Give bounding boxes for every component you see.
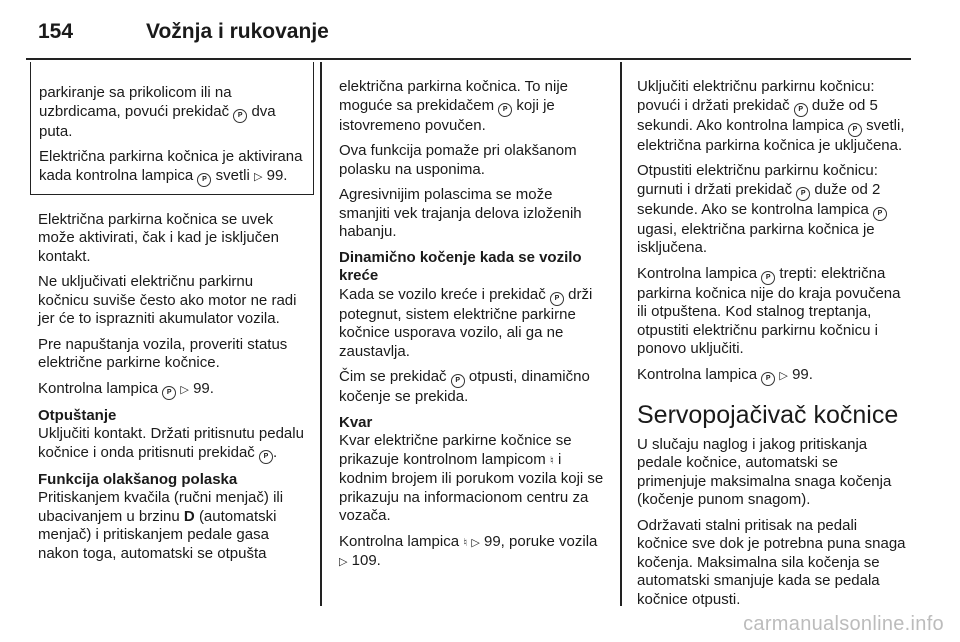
parking-brake-icon: P xyxy=(848,123,862,137)
section-heading: Otpuštanje xyxy=(38,406,117,424)
paragraph: Kontrolna lampica P trepti: električna parkirna kočnica nije do kraja povučena ili otpuštena. Kod stalnog treptanja, otpustiti električnu parkirnu kočnicu i ponovo uključiti. xyxy=(637,264,901,357)
paragraph: Kontrolna lampica P ▷ 99. xyxy=(38,380,306,400)
paragraph: Čim se prekidač P otpusti, dinamično kočenje se prekida. xyxy=(339,368,590,405)
paragraph: Pritiskanjem kvačila (ručni menjač) ili ubacivanjem u brzinu D (automatski menjač) i pritiskanjem pedale gasa nakon toga, automatski se otpušta xyxy=(38,489,284,562)
column-divider xyxy=(620,62,622,606)
paragraph: Ne uključivati električnu parkirnu kočnicu suviše često ako motor ne radi jer će to isprazniti akumulator vozila. xyxy=(38,273,297,327)
note-box xyxy=(30,62,314,195)
page-number: 154 xyxy=(38,20,74,43)
paragraph: Električna parkirna kočnica je aktivirana kada kontrolna lampica P svetli ▷ 99. xyxy=(39,148,305,187)
paragraph: Električna parkirna kočnica se uvek može aktivirati, čak i kad je isključen kontakt. xyxy=(38,210,279,265)
paragraph: Održavati stalni pritisak na pedali kočnice sve dok je potrebna puna snaga kočenja. Maksimalna sila kočenja se automatski smanjuje kada se pedala kočnice otpusti. xyxy=(637,516,906,608)
parking-brake-icon: P xyxy=(794,103,808,117)
paragraph: Uključiti kontakt. Držati pritisnutu pedalu kočnice i onda pritisnuti prekidač P . xyxy=(38,425,306,464)
paragraph: Otpustiti električnu parkirnu kočnicu: gurnuti i držati prekidač P duže od 2 sekunde. Ako se kontrolna lampica P ugasi, električna parkirna kočnica je isključena. xyxy=(637,162,909,258)
parking-brake-icon: P xyxy=(162,386,176,400)
parking-brake-icon: P xyxy=(259,450,273,464)
column-1 xyxy=(38,62,306,570)
parking-brake-icon: P xyxy=(451,374,465,388)
paragraph: parkiranje sa prikolicom ili na uzbrdicama, povući prekidač P dva puta. xyxy=(39,84,276,140)
column-divider xyxy=(320,62,322,606)
paragraph: Kvar električne parkirne kočnice se prikazuje kontrolnom lampicom ♮ i kodnim brojem ili porukom vozila koji se prikazuju na informacionom centru za vozača. xyxy=(339,432,604,524)
paragraph: Ova funkcija pomaže pri olakšanom polasku na usponima. xyxy=(339,142,577,178)
page-ref-arrow-icon: ▷ xyxy=(253,170,263,183)
parking-brake-icon: P xyxy=(550,292,564,306)
paragraph: Kada se vozilo kreće i prekidač P drži potegnut, sistem električne parkirne kočnice usporava vozilo, ali ga ne zaustavlja. xyxy=(339,285,593,360)
column-3 xyxy=(637,62,909,616)
page-ref-arrow-icon: ▷ xyxy=(471,536,480,549)
page-ref-arrow-icon: ▷ xyxy=(339,556,348,568)
paragraph: električna parkirna kočnica. To nije moguće sa prekidačem P koji je istovremeno povučen. xyxy=(339,78,569,134)
parking-brake-icon: P xyxy=(197,173,211,187)
section-title: Servopojačivač kočnice xyxy=(637,400,899,429)
parking-brake-icon: P xyxy=(873,207,887,221)
paragraph: Kontrolna lampica P ▷ 99. xyxy=(637,366,909,386)
section-heading: Dinamično kočenje kada se vozilo kreće xyxy=(339,248,582,284)
page-ref-arrow-icon: ▷ xyxy=(180,383,189,396)
header-rule xyxy=(26,58,911,60)
page-ref-arrow-icon: ▷ xyxy=(779,369,788,382)
page-header xyxy=(26,14,926,54)
paragraph: Uključiti električnu parkirnu kočnicu: povući i držati prekidač P duže od 5 sekundi. Ako kontrolna lampica P svetli, električna parkirna kočnica je uključena. xyxy=(637,78,905,154)
paragraph: Agresivnijim polascima se može smanjiti vek trajanja delova izloženih habanju. xyxy=(339,186,582,240)
warning-lamp-icon: ♮ xyxy=(463,536,468,549)
warning-lamp-icon: ♮ xyxy=(549,454,554,467)
parking-brake-icon: P xyxy=(796,187,810,201)
paragraph: Pre napuštanja vozila, proveriti status električne parkirne kočnice. xyxy=(38,335,288,371)
parking-brake-icon: P xyxy=(761,372,775,386)
chapter-title: Vožnja i rukovanje xyxy=(146,20,329,43)
parking-brake-icon: P xyxy=(233,109,247,123)
parking-brake-icon: P xyxy=(498,103,512,117)
paragraph: U slučaju naglog i jakog pritiskanja pedale kočnice, automatski se primenjuje maksimalna snaga kočenja (kočenje punom snagom). xyxy=(637,435,892,508)
column-2 xyxy=(339,62,607,579)
section-heading: Funkcija olakšanog polaska xyxy=(38,470,238,488)
parking-brake-icon: P xyxy=(761,271,775,285)
section-heading: Kvar xyxy=(339,413,373,431)
paragraph: Kontrolna lampica ♮ ▷ 99, poruke vozila ▷ 109. xyxy=(339,532,598,569)
watermark: carmanualsonline.info xyxy=(743,613,944,635)
